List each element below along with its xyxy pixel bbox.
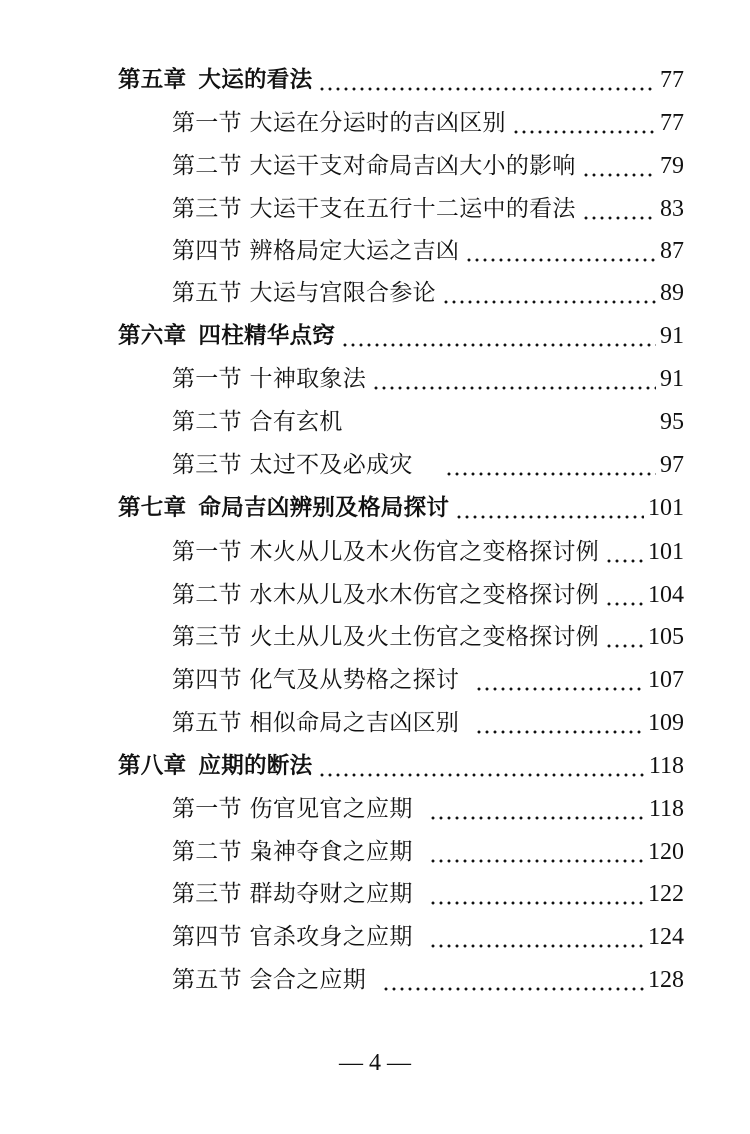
toc-entry-title: 第一节 伤官见官之应期	[172, 796, 413, 822]
toc-entry-title: 第三节 群劫夺财之应期	[172, 881, 413, 907]
toc-entry-title: 第六章 四柱精华点窍	[118, 323, 336, 349]
toc-section-entry	[172, 832, 684, 872]
toc-entry-title: 第二节 水木从儿及水木伤官之变格探讨例	[172, 582, 600, 608]
toc-page-number: 118	[648, 796, 684, 822]
toc-leader-dots	[605, 532, 644, 572]
toc-page-number: 128	[648, 967, 684, 993]
toc-entry-title: 第四节 化气及从势格之探讨	[172, 667, 460, 693]
toc-section-entry	[172, 146, 684, 186]
toc-leader-dots	[605, 617, 644, 657]
toc-section-entry	[172, 445, 684, 485]
toc-section-entry	[172, 359, 684, 399]
toc-section-entry	[172, 189, 684, 229]
toc-leader-dots	[429, 789, 645, 829]
toc-page-number: 95	[660, 409, 684, 435]
toc-leader-dots	[582, 189, 656, 229]
toc-entry-title: 第三节 大运干支在五行十二运中的看法	[172, 196, 576, 222]
toc-entry-title: 第四节 官杀攻身之应期	[172, 924, 413, 950]
toc-section-entry	[172, 532, 684, 572]
toc-page-number: 101	[648, 495, 684, 521]
toc-entry-title: 第二节 大运干支对命局吉凶大小的影响	[172, 153, 576, 179]
toc-leader-dots	[429, 874, 644, 914]
toc-entry-title: 第四节 辨格局定大运之吉凶	[172, 238, 460, 264]
toc-entry-title: 第一节 十神取象法	[172, 366, 367, 392]
toc-entry-title: 第一节 木火从儿及木火伤官之变格探讨例	[172, 539, 600, 565]
toc-page-number: 118	[648, 753, 684, 779]
toc-section-entry	[172, 917, 684, 957]
toc-leader-dots	[318, 60, 656, 100]
toc-section-entry	[172, 617, 684, 657]
toc-page-number: 77	[660, 110, 684, 136]
toc-leader-dots	[445, 445, 656, 485]
toc-leader-dots	[475, 703, 644, 743]
toc-page-number: 107	[648, 667, 684, 693]
toc-page-number: 89	[660, 280, 684, 306]
toc-page-number: 105	[648, 624, 684, 650]
toc-leader-dots	[372, 359, 656, 399]
toc-section-entry	[172, 575, 684, 615]
toc-leader-dots	[605, 575, 644, 615]
toc-entry-title: 第五章 大运的看法	[118, 67, 313, 93]
toc-section-entry	[172, 231, 684, 271]
toc-leader-dots	[318, 746, 644, 786]
toc-leader-dots	[429, 917, 644, 957]
toc-section-entry	[172, 402, 684, 442]
toc-section-entry	[172, 103, 684, 143]
toc-leader-dots	[582, 146, 656, 186]
toc-section-entry	[172, 703, 684, 743]
toc-page-number: 122	[648, 881, 684, 907]
toc-leader-dots	[341, 316, 656, 356]
toc-page-number: 91	[660, 323, 684, 349]
toc-entry-title: 第八章 应期的断法	[118, 753, 313, 779]
toc-section-entry	[172, 789, 684, 829]
toc-chapter-entry	[118, 316, 684, 356]
toc-page-number: 77	[660, 67, 684, 93]
toc-leader-dots	[442, 273, 656, 313]
toc-page-number: 83	[660, 196, 684, 222]
toc-page-number: 79	[660, 153, 684, 179]
toc-section-entry	[172, 273, 684, 313]
toc-entry-title: 第二节 枭神夺食之应期	[172, 839, 413, 865]
toc-page-number: 101	[648, 539, 684, 565]
toc-entry-title: 第五节 大运与宫限合参论	[172, 280, 436, 306]
toc-section-entry	[172, 874, 684, 914]
toc-entry-title: 第五节 相似命局之吉凶区别	[172, 710, 460, 736]
toc-page-number: 97	[660, 452, 684, 478]
toc-page-number: 109	[648, 710, 684, 736]
toc-page-number: 124	[648, 924, 684, 950]
toc-leader-dots	[429, 832, 644, 872]
toc-entry-title: 第七章 命局吉凶辨别及格局探讨	[118, 495, 450, 521]
toc-page-number: 91	[660, 366, 684, 392]
toc-chapter-entry	[118, 60, 684, 100]
toc-entry-title: 第二节 合有玄机	[172, 409, 343, 435]
toc-section-entry	[172, 660, 684, 700]
toc-entry-title: 第五节 会合之应期	[172, 967, 367, 993]
toc-entry-title: 第一节 大运在分运时的吉凶区别	[172, 110, 506, 136]
toc-entry-title: 第三节 火土从儿及火土伤官之变格探讨例	[172, 624, 600, 650]
toc-leader-dots	[512, 103, 656, 143]
toc-leader-dots	[475, 660, 644, 700]
toc-page-number: 104	[648, 582, 684, 608]
toc-leader-dots	[382, 960, 644, 1000]
toc-page-number: 87	[660, 238, 684, 264]
toc-page-number: 120	[648, 839, 684, 865]
toc-entry-title: 第三节 太过不及必成灾	[172, 452, 413, 478]
page-footer-number: — 4 —	[339, 1050, 411, 1076]
toc-chapter-entry	[118, 746, 684, 786]
toc-leader-dots	[465, 231, 656, 271]
toc-section-entry	[172, 960, 684, 1000]
toc-chapter-entry	[118, 488, 684, 528]
toc-leader-dots	[455, 488, 644, 528]
